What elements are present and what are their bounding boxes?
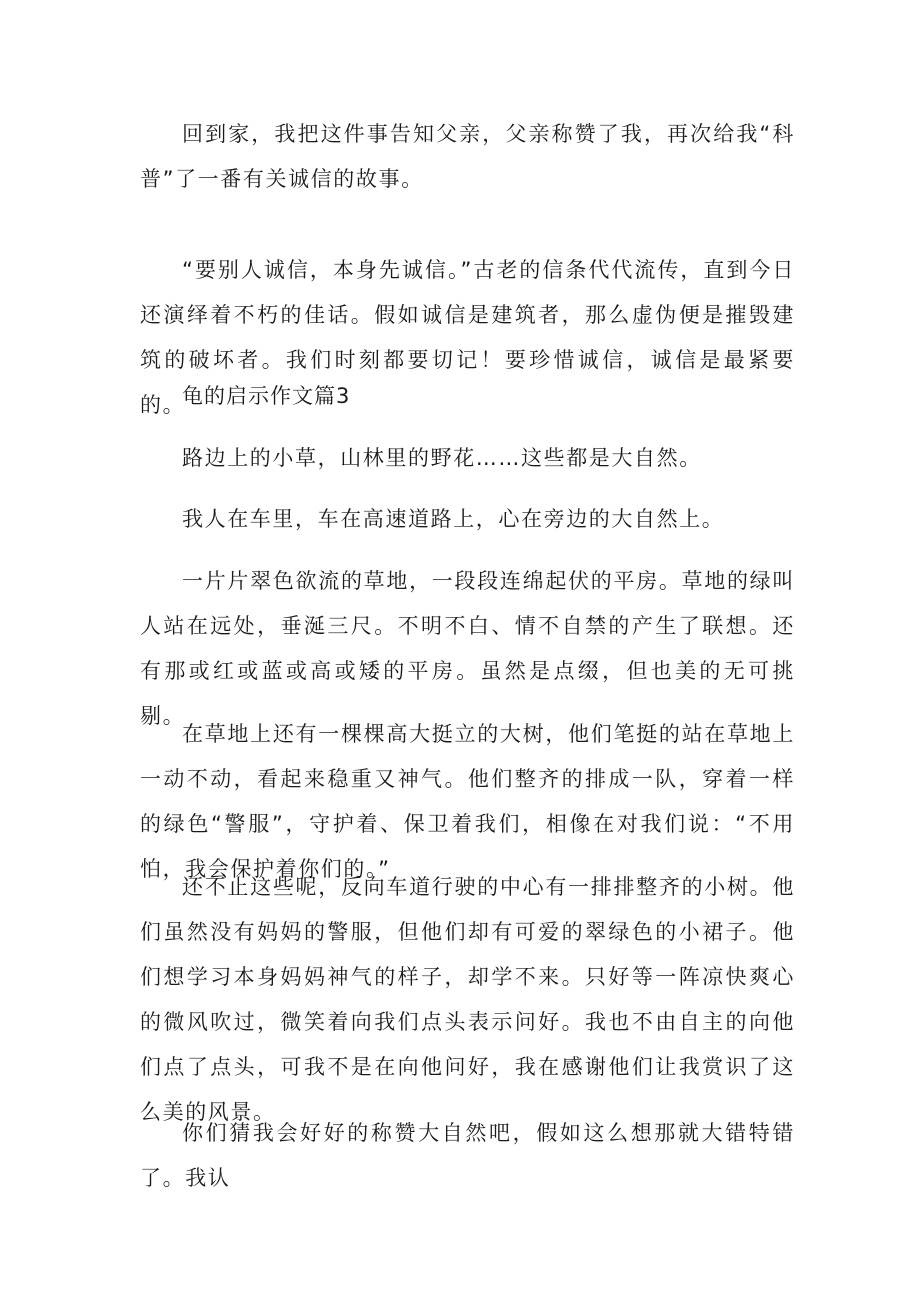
paragraph-8: 你们猜我会好好的称赞大自然吧，假如这么想那就大错特错了。我认 bbox=[140, 1121, 795, 1190]
section-heading: 龟的启示作文篇3 bbox=[182, 384, 351, 408]
paragraph-4: 我人在车里，车在高速道路上，心在旁边的大自然上。 bbox=[182, 507, 725, 531]
paragraph-2: “要别人诚信，本身先诚信。”古老的信条代代流传，直到今日还演绎着不朽的佳话。假如诚信是建筑者，那么虚伪便是摧毁建筑的破坏者。我们时刻都要切记！要珍惜诚信，诚信是最紧要的。 bbox=[140, 258, 795, 417]
paragraph-3: 路边上的小草，山林里的野花……这些都是大自然。 bbox=[182, 446, 702, 470]
paragraph-6: 在草地上还有一棵棵高大挺立的大树，他们笔挺的站在草地上一动不动，看起来稳重又神气。他们整齐的排成一队，穿着一样的绿色“警服”，守护着、保卫着我们，相像在对我们说：“不用怕，我会保护着你们的。” bbox=[140, 722, 795, 881]
paragraph-5: 一片片翠色欲流的草地，一段段连绵起伏的平房。草地的绿叫人站在远处，垂涎三尺。不明不白、情不自禁的产生了联想。还有那或红或蓝或高或矮的平房。虽然是点缀，但也美的无可挑剔。 bbox=[140, 569, 795, 728]
paragraph-1: 回到家，我把这件事告知父亲，父亲称赞了我，再次给我“科普”了一番有关诚信的故事。 bbox=[140, 122, 795, 191]
paragraph-7: 还不止这些呢，反向车道行驶的中心有一排排整齐的小树。他们虽然没有妈妈的警服，但他们却有可爱的翠绿色的小裙子。他们想学习本身妈妈神气的样子，却学不来。只好等一阵凉快爽心的微风吹过，微笑着向我们点头表示问好。我也不由自主的向他们点了点头，可我不是在向他问好，我在感谢他们让我赏识了这么美的风景。 bbox=[140, 875, 795, 1124]
